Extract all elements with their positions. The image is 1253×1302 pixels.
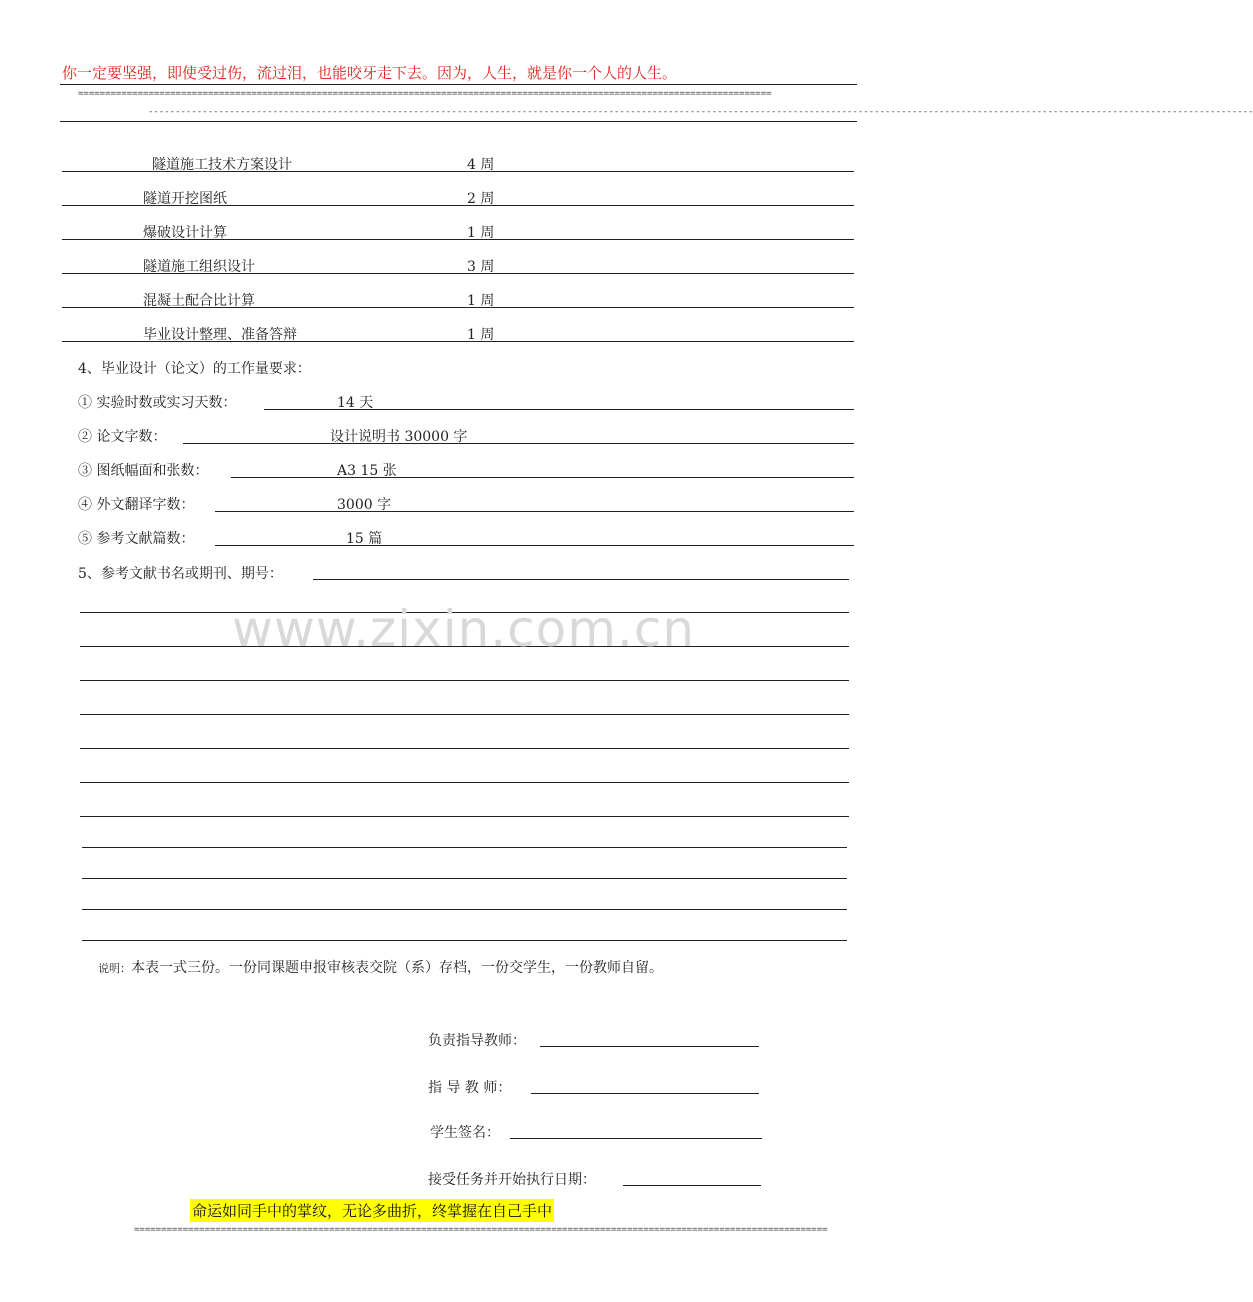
responsible-teacher-signature-line[interactable]	[540, 1046, 759, 1047]
student-signature-line[interactable]	[510, 1138, 762, 1139]
reference-blank-line[interactable]	[80, 714, 849, 715]
workload-fill-line	[183, 443, 854, 444]
form-note	[98, 957, 663, 977]
note-text: 本表一式三份。一份同课题申报审核表交院（系）存档，一份交学生，一份教师自留。	[131, 960, 663, 976]
workload-label: ④ 外文翻译字数：	[78, 497, 195, 513]
bottom-motto: 命运如同手中的掌纹，无论多曲折，终掌握在自己手中	[190, 1199, 554, 1222]
schedule-task: 隧道施工技术方案设计	[152, 157, 292, 173]
workload-heading: 4、毕业设计（论文）的工作量要求：	[78, 361, 311, 377]
workload-label: ⑤ 参考文献篇数：	[78, 531, 195, 547]
schedule-duration: 3 周	[467, 259, 495, 275]
reference-blank-line[interactable]	[80, 816, 849, 817]
reference-blank-line[interactable]	[80, 680, 849, 681]
top-motto: 你一定要坚强，即使受过伤，流过泪，也能咬牙走下去。因为，人生，就是你一个人的人生。	[62, 64, 678, 82]
reference-blank-line[interactable]	[82, 909, 847, 910]
schedule-task: 爆破设计计算	[143, 225, 227, 241]
schedule-duration: 2 周	[467, 191, 495, 207]
workload-value[interactable]: 3000 字	[337, 497, 392, 513]
header-bottom-rule	[60, 121, 857, 122]
schedule-row-line	[62, 341, 854, 342]
schedule-row-line	[62, 239, 854, 240]
note-prefix: 说明：	[98, 962, 131, 975]
start-date-label: 接受任务并开始执行日期：	[428, 1172, 596, 1188]
workload-value[interactable]: 设计说明书 30000 字	[330, 429, 468, 445]
references-fill-line[interactable]	[313, 579, 849, 580]
student-signature-label: 学生签名：	[430, 1125, 500, 1141]
responsible-teacher-label: 负责指导教师：	[428, 1033, 526, 1049]
workload-label: ③ 图纸幅面和张数：	[78, 463, 209, 479]
advisor-signature-line[interactable]	[531, 1093, 759, 1094]
header-rule	[60, 84, 857, 85]
schedule-row-line	[62, 307, 854, 308]
workload-fill-line	[215, 545, 854, 546]
schedule-row-line	[62, 171, 854, 172]
schedule-task: 毕业设计整理、准备答辩	[143, 327, 297, 343]
reference-blank-line[interactable]	[82, 847, 847, 848]
reference-blank-line[interactable]	[82, 878, 847, 879]
schedule-row-line	[62, 273, 854, 274]
schedule-task: 隧道开挖图纸	[143, 191, 227, 207]
schedule-task: 隧道施工组织设计	[143, 259, 255, 275]
single-dash-separator: ------------------------------------------------------------------------------------------------------------------------------------------------------------------------------------------------------------	[148, 107, 1253, 117]
schedule-duration: 1 周	[467, 327, 495, 343]
workload-label: ① 实验时数或实习天数：	[78, 395, 237, 411]
schedule-duration: 1 周	[467, 293, 495, 309]
watermark: www.zixin.com.cn	[232, 600, 696, 658]
schedule-task: 混凝土配合比计算	[143, 293, 255, 309]
schedule-row-line	[62, 205, 854, 206]
footer-double-dash-separator: ================================================================================================================================	[134, 1225, 828, 1235]
schedule-duration: 4 周	[467, 157, 495, 173]
reference-blank-line[interactable]	[80, 782, 849, 783]
schedule-duration: 1 周	[467, 225, 495, 241]
workload-label: ② 论文字数：	[78, 429, 167, 445]
start-date-line[interactable]	[623, 1185, 761, 1186]
workload-value[interactable]: 14 天	[337, 395, 374, 411]
workload-fill-line	[231, 477, 854, 478]
workload-value[interactable]: 15 篇	[346, 531, 383, 547]
reference-blank-line[interactable]	[80, 748, 849, 749]
double-dash-separator: ================================================================================================================================	[78, 89, 772, 99]
reference-blank-line[interactable]	[82, 940, 847, 941]
advisor-label: 指 导 教 师：	[428, 1080, 512, 1096]
references-heading: 5、参考文献书名或期刊、期号：	[78, 566, 283, 582]
workload-fill-line	[215, 511, 854, 512]
workload-value[interactable]: A3 15 张	[337, 463, 397, 479]
